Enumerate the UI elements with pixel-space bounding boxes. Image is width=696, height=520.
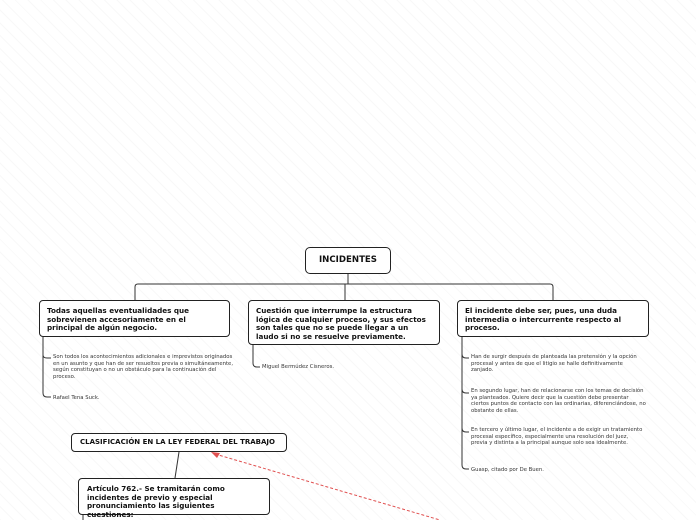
article-node[interactable] — [78, 478, 270, 519]
branch-label-3: El incidente debe ser, pues, una duda intermedia o intercurrente respecto al proceso. — [465, 306, 622, 333]
branch-node-1[interactable] — [39, 300, 230, 337]
classification-title: CLASIFICACIÓN EN LA LEY FEDERAL DEL TRABAJO — [80, 438, 275, 446]
root-label: INCIDENTES — [318, 255, 377, 266]
branch-node-2[interactable] — [248, 300, 440, 345]
notes-tick-3b — [462, 389, 469, 393]
note-guasp[interactable]: Guasp, citado por De Buen. — [471, 467, 544, 473]
note-acontecimientos[interactable]: Son todos los acontecimientos adicionales e imprevistos originados en un asunto y que han de ser resueltos previa o simultáneamente, según constituyan o no un obstáculo para la continuación del proceso. — [53, 354, 233, 380]
classification-connector — [175, 452, 179, 478]
root-node[interactable] — [305, 247, 391, 274]
note-segundo-lugar[interactable]: En segundo lugar, han de relacionarse con los temas de decisión ya planteados. Quiere decir que la cuestión debe presentar ciertos puntos de contacto con las ordinarias, diferenciándose, no obstante de ellas. — [471, 388, 646, 414]
notes-line-2 — [253, 345, 260, 367]
note-bermudez-cisneros[interactable]: Miguel Bermúdez Cisneros. — [262, 364, 335, 370]
notes-tick-3c — [462, 428, 469, 432]
notes-tick-1 — [43, 355, 51, 358]
note-tena-suck[interactable]: Rafael Tena Suck. — [53, 395, 100, 401]
note-surgir[interactable]: Han de surgir después de planteada las pretensión y la opción procesal y antes de que el litigio se halle definitivamente zanjado. — [471, 354, 637, 374]
branch-connector-1 — [135, 284, 138, 300]
classification-node[interactable] — [71, 433, 287, 452]
relation-arrowhead — [211, 452, 220, 458]
note-tercero-lugar[interactable]: En tercero y último lugar, el incidente a de exigir un tratamiento procesal específico, especialmente una resolución del juez, previa y distinta a la principal aunque solo sea idealmente. — [471, 427, 643, 447]
article-label: Artículo 762.- Se tramitarán como incidentes de previo y especial pronunciamiento las siguientes cuestiones: — [87, 484, 225, 519]
branch-label-2: Cuestión que interrumpe la estructura lógica de cualquier proceso, y sus efectos son tales que no se puede llegar a un laudo si no se resuelve previamente. — [256, 306, 426, 341]
branch-label-1: Todas aquellas eventualidades que sobrevienen accesoriamente en el principal de algún negocio. — [47, 306, 190, 333]
notes-line-1 — [43, 337, 51, 397]
branch-node-3[interactable] — [457, 300, 649, 337]
notes-tick-3a — [462, 354, 469, 358]
